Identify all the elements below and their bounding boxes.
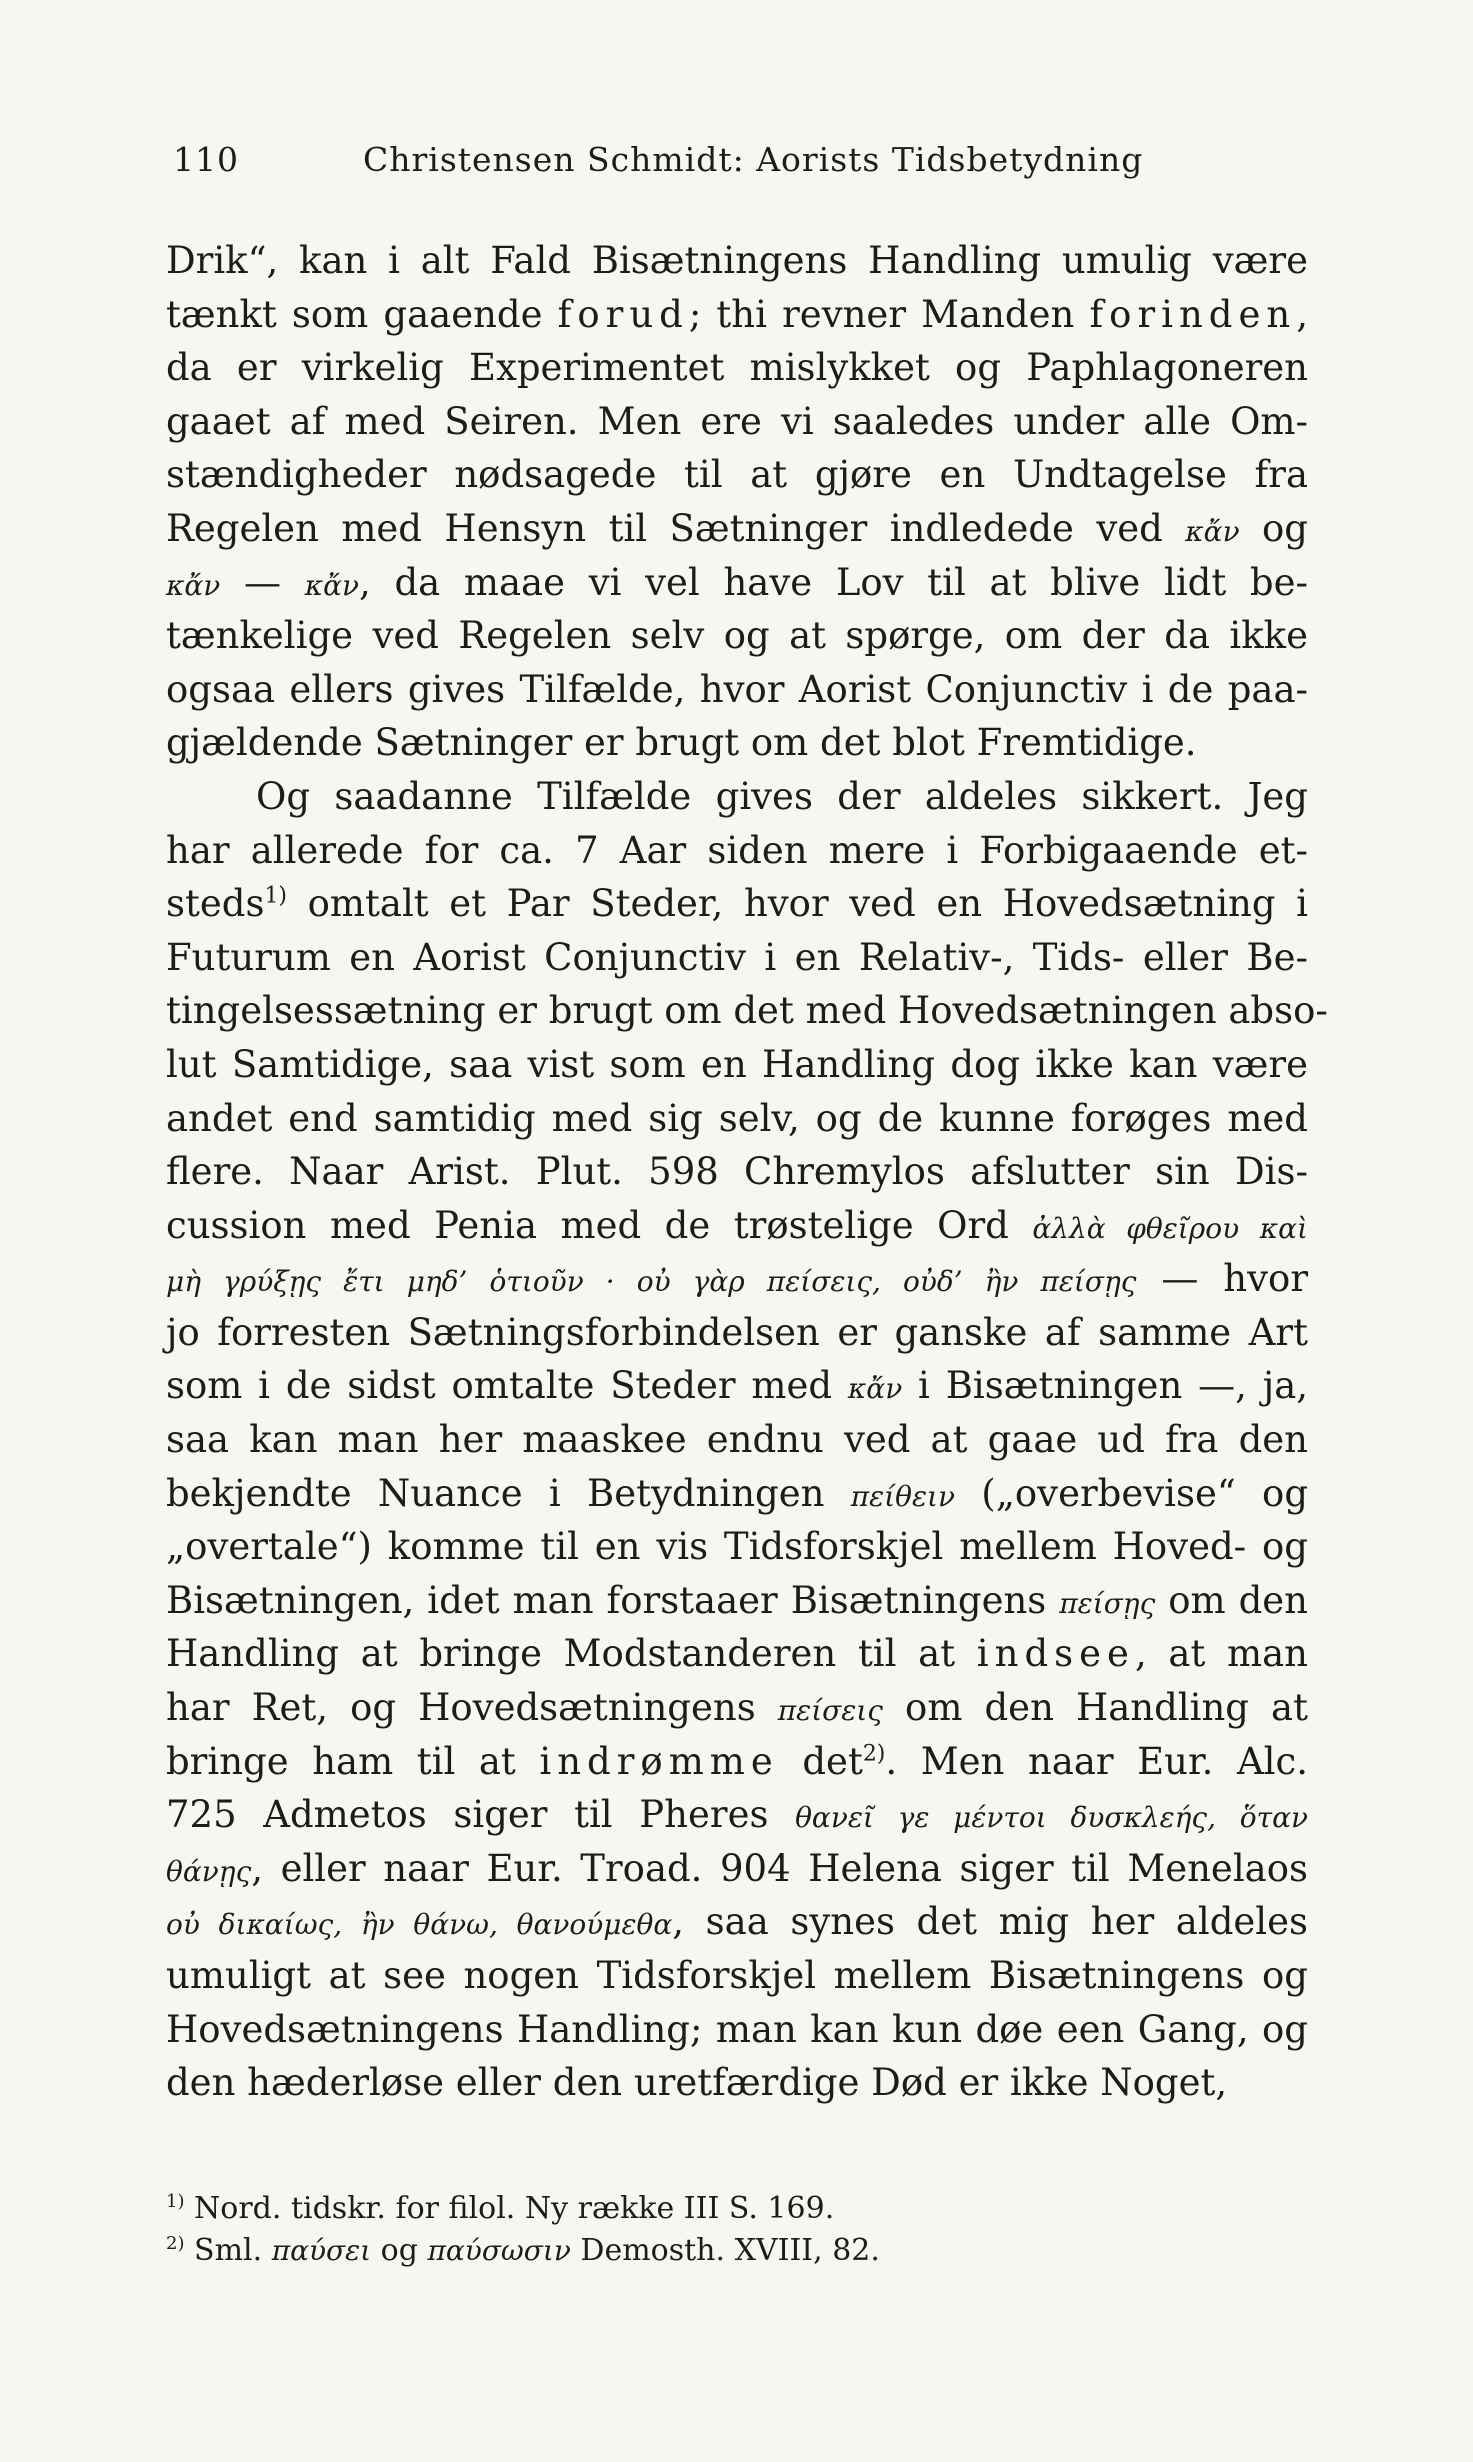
text-line: gjældende Sætninger er brugt om det blot Fremtidige. [166, 721, 1197, 765]
spaced-emphasis: indsee [976, 1632, 1135, 1676]
footnotes [166, 2188, 1308, 2272]
greek-phrase: μὴ γρύξῃς ἔτι μηδ’ ὁτιοῦν · οὐ γὰρ πείσεις, οὐδ’ ἢν πείσῃς [166, 1265, 1137, 1299]
text-line: steds$^{1)}$ omtalt et Par Steder, hvor ved en Hovedsætning i [166, 882, 1308, 926]
text-line: οὐ δικαίως, ἢν θάνω, θανούμεθα, saa synes det mig her aldeles [166, 1900, 1309, 1944]
greek-phrase: κἄν [166, 568, 221, 602]
greek-phrase: πείθειν [850, 1479, 956, 1513]
greek-phrase: ἀλλὰ φθεῖρου καὶ [1032, 1211, 1308, 1245]
greek-phrase: κἄν [304, 568, 359, 602]
text-line: tænkelige ved Regelen selv og at spørge, om der da ikke [166, 614, 1308, 658]
text-line: gaaet af med Seiren. Men ere vi saaledes under alle Om- [166, 399, 1308, 443]
text-line: Og saadanne Tilfælde gives der aldeles sikkert. Jeg [256, 774, 1308, 818]
text-line: Hovedsætningens Handling; man kan kun døe een Gang, og [166, 2007, 1308, 2051]
spaced-emphasis: indrømme [539, 1739, 779, 1783]
greek-phrase: κἄν [1185, 514, 1240, 548]
text-line: tænkt som gaaende forud; thi revner Manden forinden, [166, 292, 1308, 336]
text-line: bekjendte Nuance i Betydningen πείθειν („overbevise“ og [166, 1471, 1308, 1515]
text-line: Regelen med Hensyn til Sætninger indledede ved κἄν og [166, 506, 1308, 550]
text-line: lut Samtidige, saa vist som en Handling dog ikke kan være [166, 1042, 1308, 1086]
greek-phrase: κἄν [847, 1372, 903, 1406]
greek-phrase: πείσῃς [1059, 1586, 1156, 1620]
page-header [173, 140, 1303, 184]
text-line: bringe ham til at indrømme $\det^{2)}$. Men naar Eur. Alc. [166, 1739, 1308, 1783]
footnote: $^{2)}$ Sml. παύσει og παύσωσιν Demosth. XVIII, 82. [166, 2233, 880, 2268]
text-line: jo forresten Sætningsforbindelsen er ganske af samme Art [166, 1310, 1308, 1354]
text-line: 725 Admetos siger til Pheres θανεῖ γε μέντοι δυσκλεής, ὅταν [166, 1793, 1309, 1837]
text-line: Handling at bringe Modstanderen til at indsee, at man [166, 1632, 1308, 1676]
text-line: Futurum en Aorist Conjunctiv i en Relativ-, Tids- eller Be- [166, 935, 1308, 979]
footnote: $^{1)}$ Nord. tidskr. for filol. Ny række III S. 169. [166, 2191, 835, 2226]
text-line: har allerede for ca. 7 Aar siden mere i Forbigaaende et- [166, 828, 1308, 872]
greek-phrase: οὐ δικαίως, ἢν θάνω, θανούμεθα [166, 1908, 673, 1942]
text-line: flere. Naar Arist. Plut. 598 Chremylos afslutter sin Dis- [166, 1150, 1308, 1194]
text-line: θάνῃς, eller naar Eur. Troad. 904 Helena siger til Menelaos [166, 1846, 1308, 1890]
spaced-emphasis: forinden [1089, 292, 1297, 336]
text-line: den hæderløse eller den uretfærdige Død er ikke Noget, [166, 2061, 1228, 2105]
text-line: har Ret, og Hovedsætningens πείσεις om den Handling at [166, 1686, 1308, 1730]
text-line: saa kan man her maaskee endnu ved at gaae ud fra den [166, 1418, 1308, 1462]
text-line: tingelsessætning er brugt om det med Hovedsætningen abso- [166, 989, 1328, 1033]
text-line: umuligt at see nogen Tidsforskjel mellem Bisætningens og [166, 1954, 1308, 1997]
greek-phrase: θανεῖ γε μέντοι δυσκλεής, ὅταν [795, 1801, 1309, 1835]
text-line: κἄν — κἄν, da maae vi vel have Lov til at blive lidt be- [166, 560, 1308, 604]
page-number: 110 [173, 140, 239, 179]
running-title: Christensen Schmidt: Aorists Tidsbetydning [363, 140, 1144, 179]
text-line: andet end samtidig med sig selv, og de kunne forøges med [166, 1096, 1308, 1140]
spaced-emphasis: forud [557, 292, 689, 336]
text-line: ogsaa ellers gives Tilfælde, hvor Aorist Conjunctiv i de paa- [166, 667, 1308, 711]
greek-phrase: πείσεις [777, 1694, 883, 1728]
text-line: μὴ γρύξῃς ἔτι μηδ’ ὁτιοῦν · οὐ γὰρ πείσεις, οὐδ’ ἢν πείσῃς — hvor [166, 1257, 1309, 1301]
text-line: stændigheder nødsagede til at gjøre en Undtagelse fra [166, 453, 1308, 497]
text-line: da er virkelig Experimentet mislykket og Paphlagoneren [166, 346, 1308, 390]
text-line: som i de sidst omtalte Steder med κἄν i Bisætningen —, ja, [166, 1364, 1309, 1408]
text-line: Drik“, kan i alt Fald Bisætningens Handling umulig være [166, 239, 1308, 282]
footnote-ref: 2) [862, 1741, 886, 1767]
text-line: cussion med Penia med de trøstelige Ord ἀλλὰ φθεῖρου καὶ [166, 1203, 1308, 1247]
footnote-ref: 1) [264, 883, 288, 909]
greek-phrase: θάνῃς [166, 1854, 252, 1888]
body-text [166, 234, 1328, 2110]
text-line: Bisætningen, idet man forstaaer Bisætningens πείσῃς om den [166, 1578, 1309, 1622]
text-line: „overtale“) komme til en vis Tidsforskjel mellem Hoved- og [166, 1525, 1308, 1569]
